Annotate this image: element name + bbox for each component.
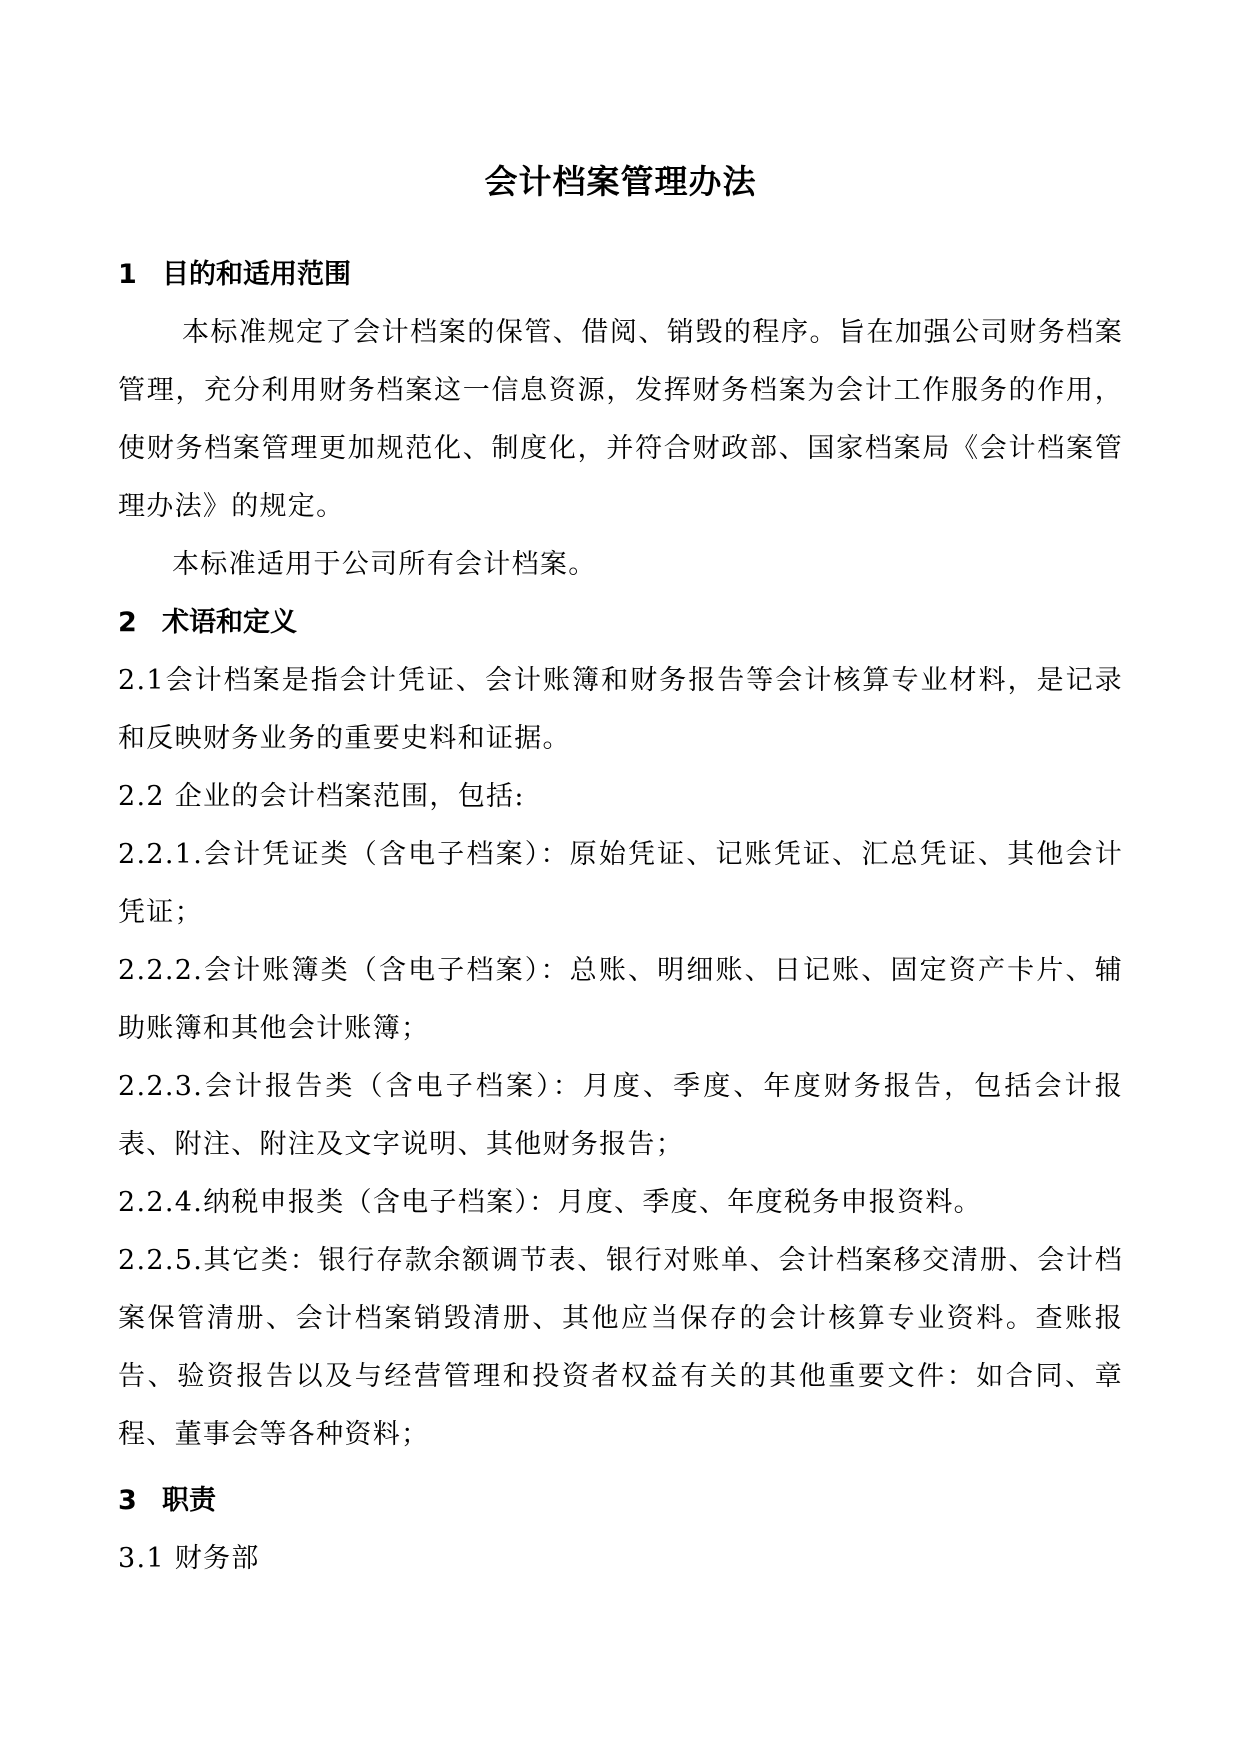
section-1-paragraph-2: 本标准适用于公司所有会计档案。 (172, 549, 597, 580)
section-2-item-2-2-3: 2.2.3.会计报告类（含电子档案）：月度、季度、年度财务报告，包括会计报表、附注、附注及文字说明、其他财务报告； (118, 1071, 1123, 1160)
section-2-item-2-1: 2.1会计档案是指会计凭证、会计账簿和财务报告等会计核算专业材料，是记录和反映财务业务的重要史料和证据。 (118, 665, 1123, 754)
section-2-item-2-2: 2.2 企业的会计档案范围，包括: (118, 781, 525, 812)
section-2-title: 术语和定义 (162, 607, 297, 638)
section-2-item-2-2-2: 2.2.2.会计账簿类（含电子档案）：总账、明细账、日记账、固定资产卡片、辅助账簿和其他会计账簿； (118, 955, 1123, 1044)
section-2-heading (118, 594, 1123, 652)
document-body (118, 246, 1123, 1588)
document-title: 会计档案管理办法 (484, 162, 757, 201)
section-1-heading (118, 246, 1123, 304)
section-2-item-2-2-5: 2.2.5.其它类：银行存款余额调节表、银行对账单、会计档案移交清册、会计档案保管清册、会计档案销毁清册、其他应当保存的会计核算专业资料。查账报告、验资报告以及与经营管理和投资者权益有关的其他重要文件：如合同、章程、董事会等各种资料； (118, 1245, 1123, 1450)
section-1-number: 1 (118, 259, 137, 290)
section-2-number: 2 (118, 607, 137, 638)
section-1-paragraph-1: 本标准规定了会计档案的保管、借阅、销毁的程序。旨在加强公司财务档案管理，充分利用财务档案这一信息资源，发挥财务档案为会计工作服务的作用，使财务档案管理更加规范化、制度化，并符合财政部、国家档案局《会计档案管理办法》的规定。 (118, 317, 1123, 522)
spacer (118, 1464, 1123, 1472)
section-2-item-2-2-1: 2.2.1.会计凭证类（含电子档案）：原始凭证、记账凭证、汇总凭证、其他会计凭证； (118, 839, 1123, 928)
section-3-heading (118, 1472, 1123, 1530)
section-3-title: 职责 (162, 1485, 216, 1516)
section-3-item-3-1: 3.1 财务部 (118, 1543, 260, 1574)
section-3-number: 3 (118, 1485, 137, 1516)
section-1-title: 目的和适用范围 (162, 259, 351, 290)
section-2-item-2-2-4: 2.2.4.纳税申报类（含电子档案）：月度、季度、年度税务申报资料。 (118, 1187, 982, 1218)
